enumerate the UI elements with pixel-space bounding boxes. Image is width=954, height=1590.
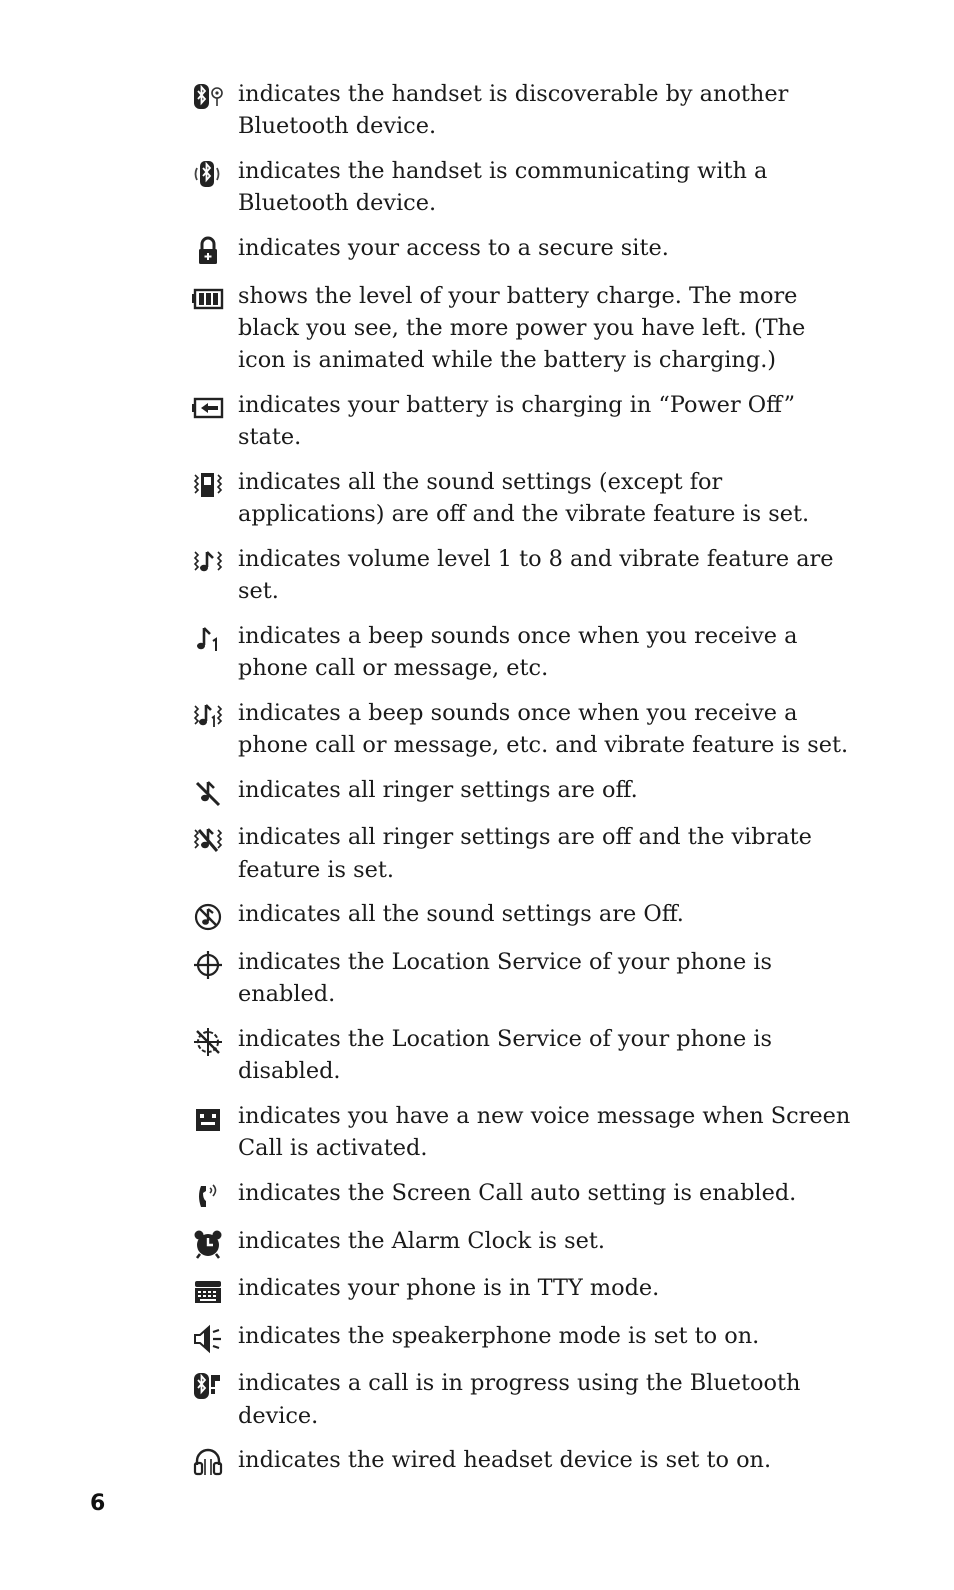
list-item bbox=[192, 389, 860, 453]
beep-once-vibrate-icon bbox=[192, 700, 226, 732]
list-item bbox=[192, 232, 860, 267]
bluetooth-call-icon bbox=[192, 1370, 226, 1402]
list-item bbox=[192, 280, 860, 377]
list-item bbox=[192, 466, 860, 530]
beep-once-icon bbox=[192, 623, 226, 655]
item-text: indicates all ringer settings are off. bbox=[238, 776, 638, 803]
list-item bbox=[192, 898, 860, 933]
battery-charging-icon bbox=[192, 392, 226, 424]
list-item bbox=[192, 1100, 860, 1164]
bluetooth-discoverable-icon bbox=[192, 81, 226, 113]
list-item bbox=[192, 697, 860, 761]
list-item bbox=[192, 155, 860, 219]
vibrate-only-icon bbox=[192, 469, 226, 501]
lock-icon bbox=[192, 235, 226, 267]
item-text: indicates all the sound settings are Off. bbox=[238, 901, 684, 928]
item-text: indicates the Screen Call auto setting is enabled. bbox=[238, 1179, 797, 1206]
screen-call-voice-message-icon bbox=[192, 1103, 226, 1135]
item-text: indicates a beep sounds once when you receive a phone call or message, etc. bbox=[238, 622, 798, 681]
list-item bbox=[192, 1272, 860, 1307]
item-text: indicates your phone is in TTY mode. bbox=[238, 1275, 660, 1302]
item-text: indicates the speakerphone mode is set to on. bbox=[238, 1322, 760, 1349]
list-item bbox=[192, 1444, 860, 1479]
list-item bbox=[192, 1225, 860, 1260]
screen-call-auto-icon bbox=[192, 1180, 226, 1212]
item-text: indicates a call is in progress using the Bluetooth device. bbox=[238, 1370, 801, 1429]
page-number: 6 bbox=[90, 1491, 106, 1516]
sound-off-icon bbox=[192, 901, 226, 933]
list-item bbox=[192, 620, 860, 684]
alarm-clock-icon bbox=[192, 1228, 226, 1260]
bluetooth-communicating-icon bbox=[192, 158, 226, 190]
list-item bbox=[192, 774, 860, 809]
list-item bbox=[192, 1023, 860, 1087]
location-on-icon bbox=[192, 949, 226, 981]
item-text: indicates volume level 1 to 8 and vibrate feature are set. bbox=[238, 545, 834, 604]
item-text: shows the level of your battery charge. The more black you see, the more power you have left. (The icon is animated while the battery is charging.) bbox=[238, 282, 806, 373]
location-off-icon bbox=[192, 1026, 226, 1058]
speakerphone-icon bbox=[192, 1323, 226, 1355]
item-text: indicates your battery is charging in “Power Off” state. bbox=[238, 391, 796, 450]
item-text: indicates a beep sounds once when you receive a phone call or message, etc. and vibrate feature is set. bbox=[238, 699, 849, 758]
item-text: indicates your access to a secure site. bbox=[238, 235, 669, 261]
list-item bbox=[192, 78, 860, 142]
list-item bbox=[192, 543, 860, 607]
volume-vibrate-icon bbox=[192, 546, 226, 578]
item-text: indicates the Alarm Clock is set. bbox=[238, 1227, 605, 1254]
item-text: indicates the Location Service of your phone is disabled. bbox=[238, 1025, 772, 1085]
icon-legend-list bbox=[192, 78, 860, 1492]
headset-icon bbox=[192, 1447, 226, 1479]
list-item bbox=[192, 821, 860, 885]
item-text: indicates all the sound settings (except for applications) are off and the vibrate feature is set. bbox=[238, 468, 810, 527]
ringer-off-icon bbox=[192, 777, 226, 809]
battery-icon bbox=[192, 283, 226, 315]
tty-icon bbox=[192, 1275, 226, 1307]
item-text: indicates the wired headset device is set to on. bbox=[238, 1447, 772, 1474]
item-text: indicates the Location Service of your phone is enabled. bbox=[238, 948, 772, 1008]
list-item bbox=[192, 1177, 860, 1212]
item-text: indicates the handset is communicating with a Bluetooth device. bbox=[238, 158, 768, 217]
item-text: indicates you have a new voice message when Screen Call is activated. bbox=[238, 1102, 851, 1162]
ringer-off-vibrate-icon bbox=[192, 824, 226, 856]
item-text: indicates the handset is discoverable by another Bluetooth device. bbox=[238, 81, 789, 140]
list-item bbox=[192, 1320, 860, 1355]
list-item bbox=[192, 946, 860, 1010]
list-item bbox=[192, 1367, 860, 1431]
item-text: indicates all ringer settings are off and the vibrate feature is set. bbox=[238, 824, 812, 883]
